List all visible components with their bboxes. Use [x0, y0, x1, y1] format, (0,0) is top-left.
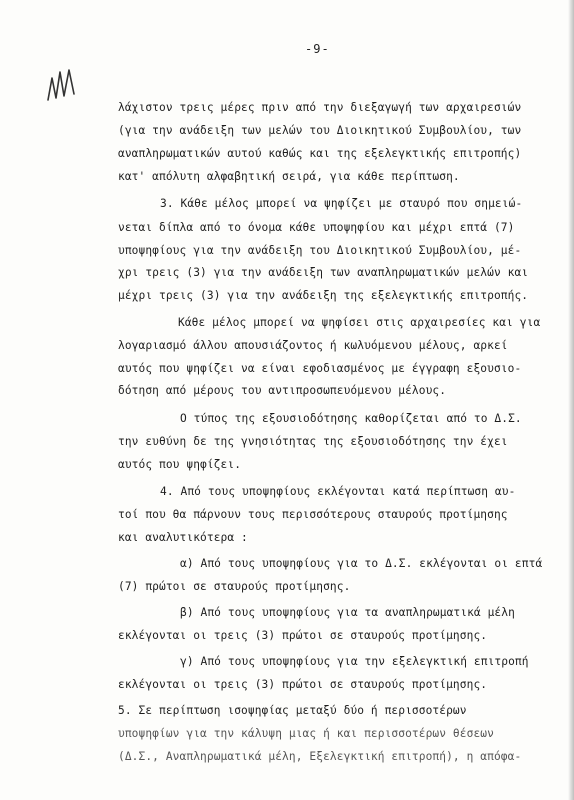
- text-line: λογαριασμό άλλου απουσιάζοντος ή κωλυόμενου μέλους, αρκεί: [118, 339, 508, 352]
- text-line: λάχιστον τρεις μέρες πριν από την διεξαγωγή των αρχαιρεσιών: [118, 101, 522, 114]
- text-line: υποψηφίων για την κάλυψη μιας ή και περισσοτέρων θέσεων: [118, 727, 494, 740]
- text-line: και αναλυτικότερα :: [118, 531, 248, 544]
- text-line: κατ' απόλυτη αλφαβητική σειρά, για κάθε περίπτωση.: [118, 170, 460, 183]
- text-line: νεται δίπλα από το όνομα κάθε υποψηφίου και μέχρι επτά (7): [118, 221, 515, 234]
- text-line: αναπληρωματικών αυτού καθώς και της εξελεγκτικής επιτροπής): [118, 147, 522, 160]
- text-line: β) Από τους υποψηφίους για τα αναπληρωματικά μέλη: [180, 606, 515, 619]
- text-line: (για την ανάδειξη των μελών του Διοικητικού Συμβουλίου, των: [118, 124, 522, 137]
- text-line: χρι τρεις (3) για την ανάδειξη των αναπληρωματικών μελών και: [118, 266, 529, 279]
- text-line: 3. Κάθε μέλος μπορεί να ψηφίζει με σταυρό που σημειώ-: [160, 197, 523, 210]
- text-line: αυτός που ψηφίζει να είναι εφοδιασμένος με έγγραφη εξουσιο-: [118, 362, 522, 375]
- text-line: γ) Από τους υποψηφίους για την εξελεγκτική επιτροπή: [180, 655, 529, 668]
- text-line: εκλέγονται οι τρεις (3) πρώτοι σε σταυρούς προτίμησης.: [118, 678, 488, 691]
- text-line: μέχρι τρεις (3) για την ανάδειξη της εξελεγκτικής επιτροπής.: [118, 289, 529, 302]
- text-line: δότηση από μέρους του αντιπροσωπευόμενου μέλους.: [118, 384, 447, 397]
- text-line: εκλέγονται οι τρεις (3) πρώτοι σε σταυρούς προτίμησης.: [118, 629, 488, 642]
- text-line: 5. Σε περίπτωση ισοψηφίας μεταξύ δύο ή περισσοτέρων: [118, 704, 467, 717]
- text-line: 4. Από τους υποψηφίους εκλέγονται κατά περίπτωση αυ-: [160, 485, 516, 498]
- text-line: Ο τύπος της εξουσιοδότησης καθορίζεται από το Δ.Σ.: [180, 412, 522, 425]
- text-line: την ευθύνη δε της γνησιότητας της εξουσιοδότησης την έχει: [118, 435, 508, 448]
- page-edge-shadow: [568, 0, 574, 800]
- page-number: -9-: [305, 42, 330, 56]
- text-line: αυτός που ψηφίζει.: [118, 458, 242, 471]
- text-line: Κάθε μέλος μπορεί να ψηφίσει στις αρχαιρεσίες και για: [178, 316, 541, 329]
- text-line: τοί που θα πάρνουν τους περισσότερους σταυρούς προτίμησης: [118, 508, 508, 521]
- handwritten-mark-icon: [42, 60, 102, 110]
- text-line: (7) πρώτοι σε σταυρούς προτίμησης.: [118, 580, 351, 593]
- text-line: (Δ.Σ., Αναπληρωματικά μέλη, Εξελεγκτική επιτροπή), η απόφα-: [118, 750, 522, 763]
- text-line: υποψηφίους για την ανάδειξη του Διοικητικού Συμβουλίου, μέ-: [118, 244, 522, 257]
- text-line: α) Από τους υποψηφίους για το Δ.Σ. εκλέγονται οι επτά: [180, 557, 543, 570]
